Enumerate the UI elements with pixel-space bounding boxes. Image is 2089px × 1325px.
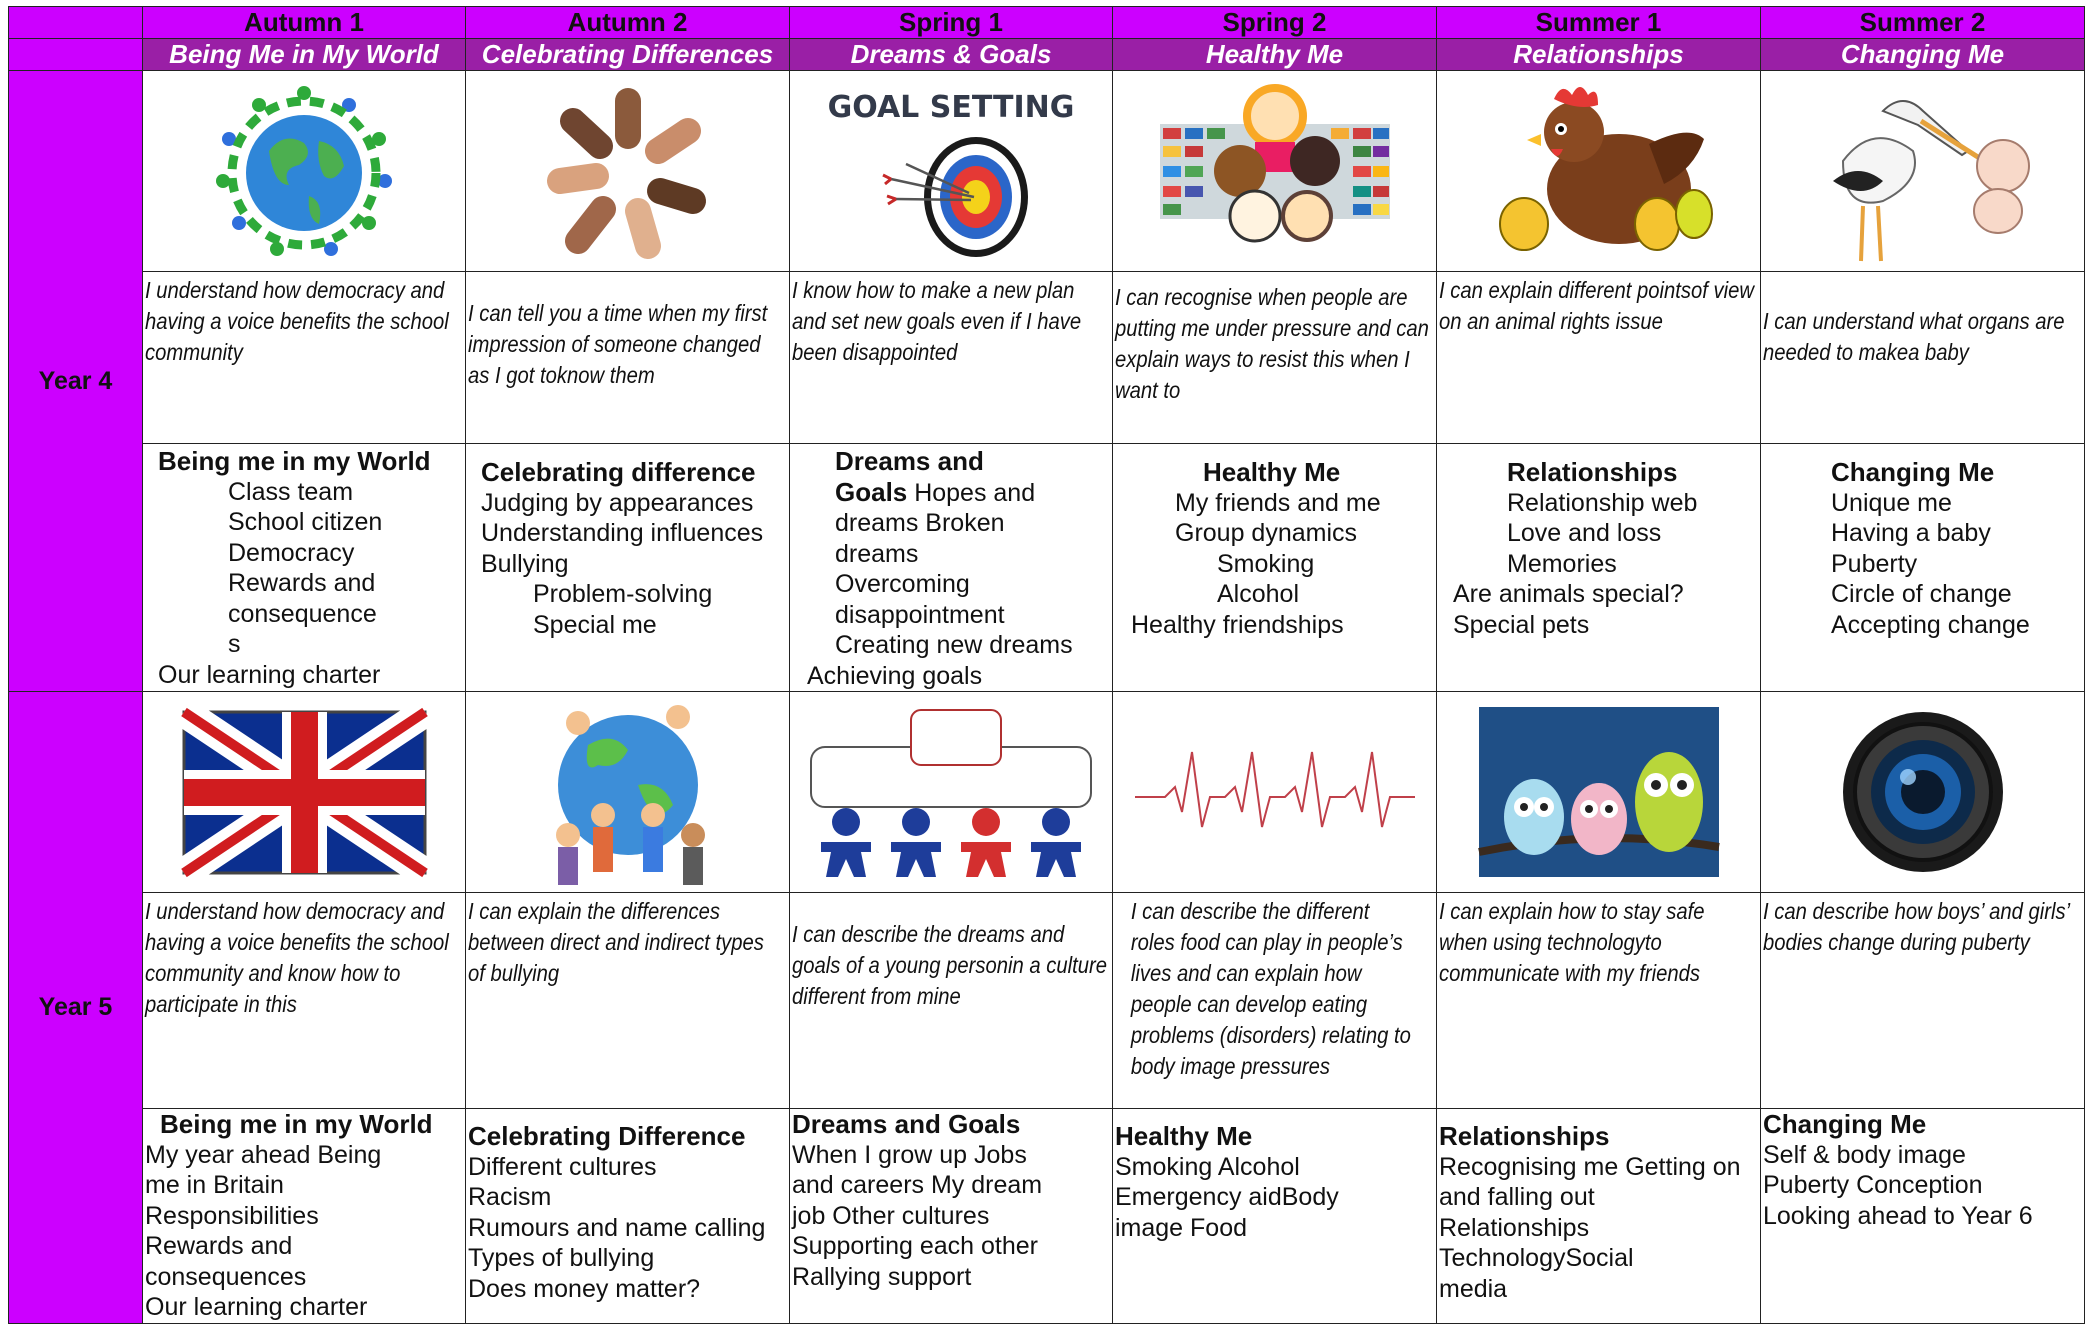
y5-statement-text: I can describe how boys’ and girls’ bodies change during puberty: [1763, 898, 2070, 955]
y4-statement-text: I can recognise when people are putting me under pressure and can explain ways to resist this when I want to: [1115, 284, 1429, 403]
theme-relationships: Relationships: [1437, 39, 1761, 71]
y5-statement-text: I can explain how to stay safe when using technologyto communicate with my friends: [1439, 898, 1705, 986]
y4-statement-celebrating: [466, 272, 790, 444]
topic-item: Puberty: [1831, 549, 1918, 578]
y4-topic-dreams: [790, 444, 1113, 692]
theme-being-me: Being Me in My World: [143, 39, 466, 71]
topic-footer: Healthy friendships: [1131, 610, 1344, 639]
topic-item: Unique me: [1831, 488, 1952, 517]
topic-item: Creating new dreams: [835, 631, 1073, 659]
y5-statement-relationships: [1437, 893, 1761, 1109]
topic-item: Memories: [1507, 549, 1617, 578]
topic-item: and careers My dream: [792, 1171, 1043, 1199]
y4-statement-dreams: [790, 272, 1113, 444]
y4-statement-text: I can tell you a time when my first impression of someone changed as I got toknow them: [468, 300, 768, 388]
goal-setting-text: GOAL SETTING: [827, 89, 1075, 125]
y4-statement-changing: [1761, 272, 2085, 444]
theme-healthy-me: Healthy Me: [1113, 39, 1437, 71]
y5-topic-dreams: [790, 1109, 1113, 1324]
y5-statement-healthy: [1113, 893, 1437, 1109]
term-summer-2: Summer 2: [1761, 7, 2085, 39]
union-flag-icon: [143, 692, 466, 893]
y4-topic-changing: [1761, 444, 2085, 692]
theme-header-row: [9, 39, 2085, 71]
y5-statement-being-me: [143, 893, 466, 1109]
theme-celebrating-differences: Celebrating Differences: [466, 39, 790, 71]
topic-item: image Food: [1115, 1213, 1248, 1242]
topic-title: Healthy Me: [1203, 457, 1341, 487]
topic-title: Relationships: [1507, 457, 1678, 487]
topic-item: Relationship web: [1507, 488, 1698, 517]
y5-statement-changing: [1761, 893, 2085, 1109]
y4-topic-relationships: [1437, 444, 1761, 692]
topic-item: Puberty Conception: [1763, 1171, 1983, 1199]
term-summer-1: Summer 1: [1437, 7, 1761, 39]
owls-on-branch-icon: [1437, 692, 1761, 893]
topic-item: When I grow up Jobs: [792, 1140, 1027, 1169]
y4-topic-celebrating: [466, 444, 790, 692]
y4-statement-text: I know how to make a new plan and set new goals even if I have been disappointed: [792, 277, 1082, 365]
topic-item: job Other cultures: [792, 1201, 990, 1230]
topic-item: Emergency aidBody: [1115, 1183, 1339, 1211]
y5-topic-healthy: [1113, 1109, 1437, 1324]
topic-item: Looking ahead to Year 6: [1763, 1201, 2033, 1230]
y4-topic-being-me: [143, 444, 466, 692]
term-header-row: [9, 7, 2085, 39]
goal-setting-target-icon: [790, 71, 1113, 272]
topic-item: Responsibilities: [145, 1201, 319, 1230]
topic-title: Being me in my World: [160, 1109, 433, 1139]
topic-item: Bullying: [481, 549, 569, 578]
topic-title-rest: Hopes and: [907, 478, 1036, 507]
corner-cell-2: [9, 39, 143, 71]
topic-item: Our learning charter: [145, 1293, 368, 1321]
y5-statement-text: I can describe the different roles food can play in people’s lives and can explain how people can develop eating problems (disorders) relating to body image pressures: [1130, 898, 1411, 1079]
topic-title: Healthy Me: [1115, 1121, 1253, 1151]
y4-statement-relationships: [1437, 272, 1761, 444]
topic-item: Alcohol: [1217, 580, 1299, 608]
topic-title: Changing Me: [1763, 1109, 1927, 1139]
topic-item: Understanding influences: [481, 519, 764, 547]
topic-item: Racism: [468, 1183, 552, 1211]
y4-statement-text: I understand how democracy and having a voice benefits the school community: [145, 277, 449, 365]
year4-statement-row: [9, 272, 2085, 444]
topic-footer: Our learning charter: [158, 660, 381, 689]
topic-item: Democracy: [228, 538, 355, 567]
y5-topic-being-me: [143, 1109, 466, 1324]
topic-subitem: Special me: [533, 610, 657, 639]
topic-item: dreams Broken: [835, 509, 1005, 537]
topic-item: Smoking: [1217, 549, 1315, 578]
topic-item: My friends and me: [1175, 488, 1381, 517]
term-autumn-1: Autumn 1: [143, 7, 466, 39]
year4-image-row: [9, 71, 2085, 272]
term-spring-1: Spring 1: [790, 7, 1113, 39]
year5-image-row: [9, 692, 2085, 893]
y5-topic-changing: [1761, 1109, 2085, 1324]
y5-topic-celebrating: [466, 1109, 790, 1324]
topic-title: Celebrating Difference: [468, 1121, 746, 1151]
y4-statement-text: I can explain different pointsof view on an animal rights issue: [1439, 277, 1755, 334]
topic-item: Types of bullying: [468, 1244, 655, 1272]
corner-cell: [9, 7, 143, 39]
topic-item: Relationships: [1439, 1213, 1590, 1242]
term-spring-2: Spring 2: [1113, 7, 1437, 39]
topic-item: Rewards and: [228, 569, 376, 597]
topic-item: Self & body image: [1763, 1140, 1966, 1169]
camera-lens-icon: [1761, 692, 2085, 893]
y5-statement-text: I understand how democracy and having a voice benefits the school community and know how to participate in this: [145, 898, 449, 1017]
topic-item: disappointment: [835, 600, 1005, 629]
topic-item: s: [228, 630, 241, 658]
people-speech-bubbles-icon: [790, 692, 1113, 893]
topic-title-2: Goals: [835, 476, 908, 507]
topic-item: Accepting change: [1831, 610, 2030, 639]
topic-item: Judging by appearances: [481, 488, 754, 517]
globe-people-icon: [143, 71, 466, 272]
hen-chicks-icon: [1437, 71, 1761, 272]
topic-item: Love and loss: [1507, 519, 1662, 547]
topic-title: Relationships: [1439, 1121, 1610, 1151]
topic-item: me in Britain: [145, 1171, 284, 1199]
theme-dreams-goals: Dreams & Goals: [790, 39, 1113, 71]
y5-statement-text: I can describe the dreams and goals of a young personin a culture different from mine: [792, 921, 1108, 1009]
topic-item: Rumours and name calling: [468, 1213, 766, 1242]
y4-statement-healthy: [1113, 272, 1437, 444]
y4-statement-text: I can understand what organs are needed to makea baby: [1763, 308, 2065, 365]
year5-statement-row: [9, 893, 2085, 1109]
topic-item: Rewards and: [145, 1232, 293, 1260]
topic-item: consequence: [228, 599, 377, 628]
children-flags-icon: [1113, 71, 1437, 272]
y5-statement-celebrating: [466, 893, 790, 1109]
topic-item: Different cultures: [468, 1152, 657, 1181]
year5-topic-row: [9, 1109, 2085, 1324]
theme-changing-me: Changing Me: [1761, 39, 2085, 71]
topic-item: Overcoming: [835, 570, 970, 598]
year4-topic-row: [9, 444, 2085, 692]
topic-item: media: [1439, 1274, 1508, 1303]
topic-item: and falling out: [1439, 1183, 1595, 1211]
y4-topic-healthy: [1113, 444, 1437, 692]
year5-label: Year 5: [9, 692, 143, 1324]
curriculum-table: [8, 6, 2085, 1324]
topic-subitem: Problem-solving: [533, 580, 713, 608]
topic-title: Dreams and Goals: [792, 1109, 1021, 1139]
topic-item: dreams: [835, 539, 919, 568]
topic-item: Having a baby: [1831, 519, 1991, 547]
stork-baby-icon: [1761, 71, 2085, 272]
topic-item: consequences: [145, 1262, 307, 1291]
y5-statement-dreams: [790, 893, 1113, 1109]
topic-title: Changing Me: [1831, 457, 1995, 487]
topic-item: TechnologySocial: [1439, 1244, 1634, 1272]
children-around-globe-icon: [466, 692, 790, 893]
topic-footer-item: Special pets: [1453, 610, 1590, 639]
topic-item: Supporting each other: [792, 1232, 1039, 1260]
topic-item: Rallying support: [792, 1262, 972, 1291]
y5-topic-relationships: [1437, 1109, 1761, 1324]
topic-item: Does money matter?: [468, 1274, 701, 1303]
topic-title: Celebrating difference: [481, 457, 756, 487]
topic-item: Smoking Alcohol: [1115, 1152, 1300, 1181]
y5-statement-text: I can explain the differences between direct and indirect types of bullying: [468, 898, 764, 986]
topic-footer: Achieving goals: [807, 661, 983, 690]
topic-item: Recognising me Getting on: [1439, 1152, 1741, 1181]
year4-label: Year 4: [9, 71, 143, 692]
topic-item: Group dynamics: [1175, 519, 1358, 547]
joined-hands-icon: [466, 71, 790, 272]
topic-footer-item: Are animals special?: [1453, 580, 1684, 608]
topic-item: Circle of change: [1831, 580, 2012, 608]
topic-title: Being me in my World: [158, 446, 431, 476]
topic-item: Class team: [228, 477, 354, 506]
topic-item: My year ahead Being: [145, 1140, 382, 1169]
heartbeat-line-icon: [1113, 692, 1437, 893]
topic-item: School citizen: [228, 508, 383, 536]
y4-statement-being-me: [143, 272, 466, 444]
topic-title: Dreams and: [835, 446, 984, 476]
term-autumn-2: Autumn 2: [466, 7, 790, 39]
